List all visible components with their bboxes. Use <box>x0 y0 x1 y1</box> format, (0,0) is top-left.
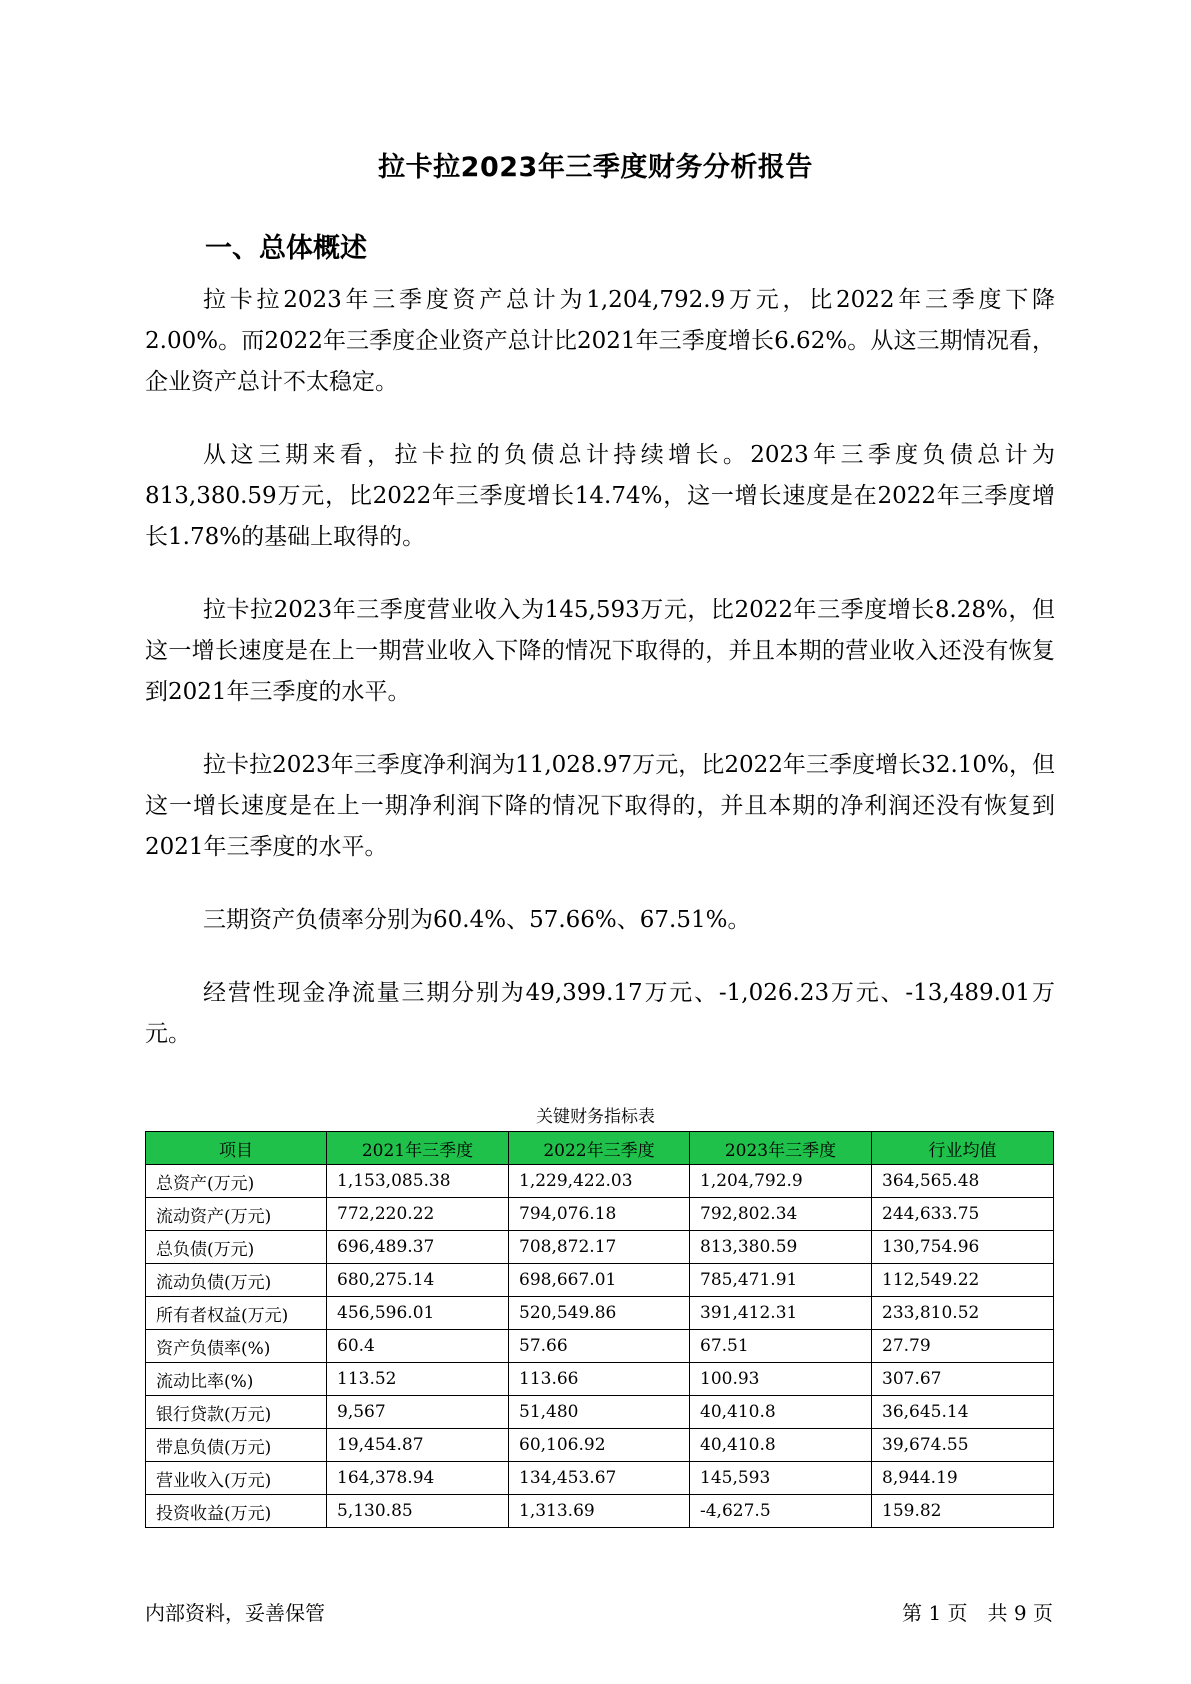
table-cell: 带息负债(万元) <box>146 1429 327 1462</box>
table-cell: 51,480 <box>509 1396 690 1429</box>
paragraph-revenue: 拉卡拉2023年三季度营业收入为145,593万元，比2022年三季度增长8.28%，但这一增长速度是在上一期营业收入下降的情况下取得的，并且本期的营业收入还没有恢复到2021年三季度的水平。 <box>145 597 1055 705</box>
table-row <box>146 1264 1054 1297</box>
key-metrics-table <box>145 1131 1054 1528</box>
table-cell: 60.4 <box>327 1330 509 1363</box>
table-cell: 307.67 <box>872 1363 1054 1396</box>
table-cell: 391,412.31 <box>690 1297 872 1330</box>
table-cell: 1,229,422.03 <box>509 1165 690 1198</box>
table-cell: 112,549.22 <box>872 1264 1054 1297</box>
table-cell: 营业收入(万元) <box>146 1462 327 1495</box>
header-industry-avg: 行业均值 <box>872 1132 1054 1165</box>
paragraph-debt-ratio: 三期资产负债率分别为60.4%、57.66%、67.51%。 <box>203 907 751 933</box>
table-cell: 698,667.01 <box>509 1264 690 1297</box>
table-cell: 696,489.37 <box>327 1231 509 1264</box>
table-cell: 总资产(万元) <box>146 1165 327 1198</box>
table-cell: 所有者权益(万元) <box>146 1297 327 1330</box>
table-cell: 1,153,085.38 <box>327 1165 509 1198</box>
table-cell: 785,471.91 <box>690 1264 872 1297</box>
table-cell: 233,810.52 <box>872 1297 1054 1330</box>
header-2021q3: 2021年三季度 <box>327 1132 509 1165</box>
table-cell: 794,076.18 <box>509 1198 690 1231</box>
table-cell: 流动资产(万元) <box>146 1198 327 1231</box>
table-cell: 27.79 <box>872 1330 1054 1363</box>
table-row <box>146 1297 1054 1330</box>
table-cell: 银行贷款(万元) <box>146 1396 327 1429</box>
footer-page-number: 第 1 页 共 9 页 <box>902 1601 1053 1625</box>
section-heading: 一、总体概述 <box>205 233 367 264</box>
table-cell: -4,627.5 <box>690 1495 872 1528</box>
table-cell: 1,204,792.9 <box>690 1165 872 1198</box>
header-2022q3: 2022年三季度 <box>509 1132 690 1165</box>
table-cell: 总负债(万元) <box>146 1231 327 1264</box>
table-cell: 100.93 <box>690 1363 872 1396</box>
table-cell: 39,674.55 <box>872 1429 1054 1462</box>
table-cell: 60,106.92 <box>509 1429 690 1462</box>
table-cell: 113.66 <box>509 1363 690 1396</box>
table-cell: 456,596.01 <box>327 1297 509 1330</box>
paragraph-liabilities: 从这三期来看，拉卡拉的负债总计持续增长。2023年三季度负债总计为813,380.59万元，比2022年三季度增长14.74%，这一增长速度是在2022年三季度增长1.78%的基础上取得的。 <box>145 442 1055 550</box>
table-cell: 5,130.85 <box>327 1495 509 1528</box>
table-row <box>146 1165 1054 1198</box>
table-row <box>146 1330 1054 1363</box>
table-cell: 8,944.19 <box>872 1462 1054 1495</box>
paragraph-cash-flow: 经营性现金净流量三期分别为49,399.17万元、-1,026.23万元、-13,489.01万元。 <box>145 980 1055 1047</box>
table-cell: 19,454.87 <box>327 1429 509 1462</box>
table-cell: 364,565.48 <box>872 1165 1054 1198</box>
table-cell: 57.66 <box>509 1330 690 1363</box>
table-cell: 流动负债(万元) <box>146 1264 327 1297</box>
paragraph-net-profit: 拉卡拉2023年三季度净利润为11,028.97万元，比2022年三季度增长32.10%，但这一增长速度是在上一期净利润下降的情况下取得的，并且本期的净利润还没有恢复到2021年三季度的水平。 <box>145 752 1055 860</box>
table-cell: 资产负债率(%) <box>146 1330 327 1363</box>
table-cell: 40,410.8 <box>690 1396 872 1429</box>
body-text <box>145 280 1055 1087</box>
table-cell: 708,872.17 <box>509 1231 690 1264</box>
table-cell: 40,410.8 <box>690 1429 872 1462</box>
table-cell: 244,633.75 <box>872 1198 1054 1231</box>
table-cell: 813,380.59 <box>690 1231 872 1264</box>
table-cell: 680,275.14 <box>327 1264 509 1297</box>
table-cell: 134,453.67 <box>509 1462 690 1495</box>
table-row <box>146 1462 1054 1495</box>
paragraph-assets: 拉卡拉2023年三季度资产总计为1,204,792.9万元，比2022年三季度下降2.00%。而2022年三季度企业资产总计比2021年三季度增长6.62%。从这三期情况看，企业资产总计不太稳定。 <box>145 287 1055 395</box>
table-cell: 130,754.96 <box>872 1231 1054 1264</box>
table-cell: 9,567 <box>327 1396 509 1429</box>
table-cell: 113.52 <box>327 1363 509 1396</box>
header-2023q3: 2023年三季度 <box>690 1132 872 1165</box>
table-cell: 1,313.69 <box>509 1495 690 1528</box>
table-cell: 36,645.14 <box>872 1396 1054 1429</box>
table-cell: 520,549.86 <box>509 1297 690 1330</box>
table-cell: 159.82 <box>872 1495 1054 1528</box>
table-row <box>146 1198 1054 1231</box>
document-title: 拉卡拉2023年三季度财务分析报告 <box>378 152 813 183</box>
table-cell: 投资收益(万元) <box>146 1495 327 1528</box>
table-row <box>146 1495 1054 1528</box>
footer-confidential-note: 内部资料，妥善保管 <box>145 1601 325 1625</box>
table-row <box>146 1396 1054 1429</box>
table-cell: 145,593 <box>690 1462 872 1495</box>
table-row <box>146 1231 1054 1264</box>
table-cell: 772,220.22 <box>327 1198 509 1231</box>
table-header-row <box>146 1132 1054 1165</box>
table-cell: 164,378.94 <box>327 1462 509 1495</box>
table-row <box>146 1429 1054 1462</box>
header-item: 项目 <box>146 1132 327 1165</box>
table-row <box>146 1363 1054 1396</box>
table-cell: 流动比率(%) <box>146 1363 327 1396</box>
table-cell: 67.51 <box>690 1330 872 1363</box>
table-caption: 关键财务指标表 <box>536 1107 655 1127</box>
table-cell: 792,802.34 <box>690 1198 872 1231</box>
